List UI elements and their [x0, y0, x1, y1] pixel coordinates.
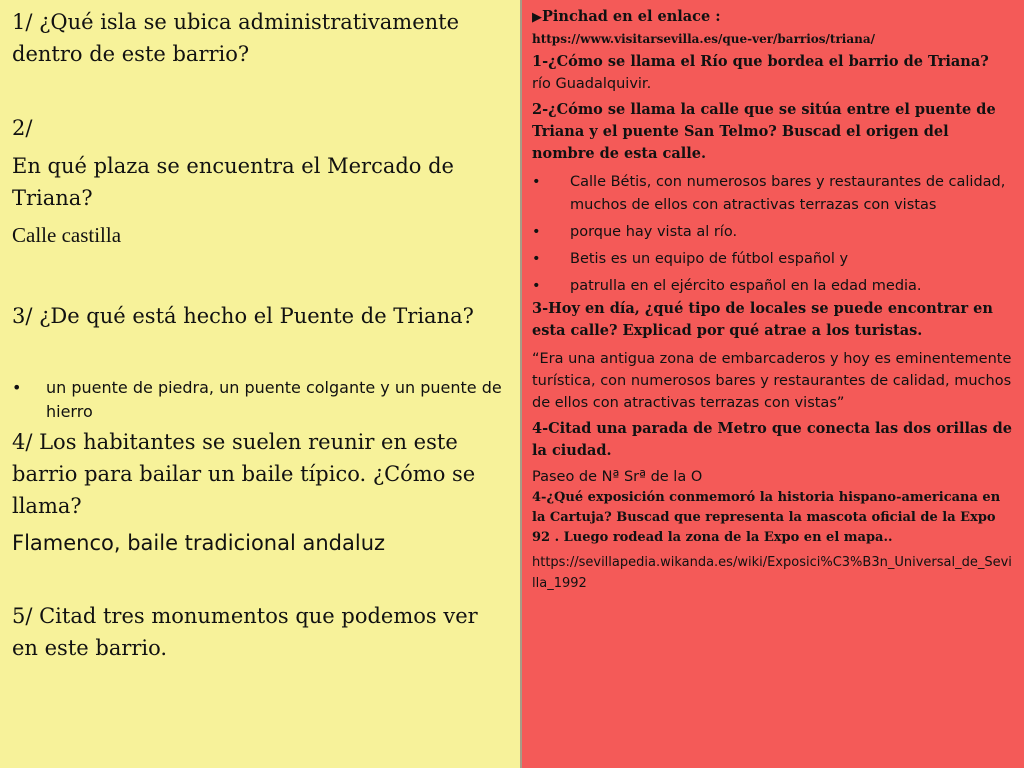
list-item: [532, 275, 1014, 298]
answer-2: Calle castilla: [12, 223, 122, 247]
right-answer-4a: Paseo de Nª Srª de la O: [532, 469, 703, 485]
right-answer-1: río Guadalquivir.: [532, 76, 652, 92]
list-item-text: porque hay vista al río.: [570, 224, 738, 240]
expo-link[interactable]: https://sevillapedia.wikanda.es/wiki/Exposici%C3%B3n_Universal_de_Sevilla_1992: [532, 555, 1012, 591]
question-2: En qué plaza se encuentra el Mercado de Triana?: [12, 154, 454, 210]
question-4: 4/ Los habitantes se suelen reunir en este barrio para bailar un baile típico. ¿Cómo se llama?: [12, 430, 476, 518]
play-arrow-icon: ▶: [532, 10, 542, 25]
right-header: [532, 6, 1014, 29]
answer-3: un puente de piedra, un puente colgante y un puente de hierro: [46, 378, 502, 421]
question-2-number: 2/: [12, 116, 33, 140]
right-question-3: 3-Hoy en día, ¿qué tipo de locales se puede encontrar en esta calle? Explicad por qué atrae a los turistas.: [532, 300, 993, 339]
right-answer-3: “Era una antigua zona de embarcaderos y hoy es eminentemente turística, con numerosos bares y restaurantes de calidad, muchos de ellos con atractivas terrazas con vistas”: [532, 351, 1012, 411]
bullet-icon: •: [532, 278, 541, 294]
bullet-icon: •: [532, 174, 541, 190]
right-question-2: 2-¿Cómo se llama la calle que se sitúa entre el puente de Triana y el puente San Telmo? Buscad el origen del nombre de esta calle.: [532, 101, 996, 162]
right-question-4a: 4-Citad una parada de Metro que conecta las dos orillas de la ciudad.: [532, 420, 1012, 459]
question-1: 1/ ¿Qué isla se ubica administrativamente dentro de este barrio?: [12, 10, 460, 66]
question-5: 5/ Citad tres monumentos que podemos ver en este barrio.: [12, 604, 478, 660]
question-3: 3/ ¿De qué está hecho el Puente de Triana?: [12, 304, 474, 328]
bullet-icon: •: [532, 224, 541, 240]
answer-4: Flamenco, baile tradicional andaluz: [12, 531, 386, 555]
right-question-4b: 4-¿Qué exposición conmemoró la historia hispano-americana en la Cartuja? Buscad que representa la mascota oficial de la Expo 92 . Luego rodead la zona de la Expo en el mapa..: [532, 490, 1001, 545]
answer-3-item: [12, 376, 508, 424]
list-item: [532, 171, 1014, 217]
right-column: [522, 0, 1024, 768]
list-item: [532, 221, 1014, 244]
bullet-icon: •: [12, 378, 22, 397]
list-item-text: patrulla en el ejército español en la edad media.: [570, 278, 922, 294]
triana-link[interactable]: https://www.visitarsevilla.es/que-ver/barrios/triana/: [532, 32, 876, 46]
right-question-1: 1-¿Cómo se llama el Río que bordea el barrio de Triana?: [532, 53, 989, 70]
list-item-text: Calle Bétis, con numerosos bares y restaurantes de calidad, muchos de ellos con atractivas terrazas con vistas: [570, 174, 1006, 213]
list-item-text: Betis es un equipo de fútbol español y: [570, 251, 849, 267]
list-item: [532, 248, 1014, 271]
bullet-icon: •: [532, 251, 541, 267]
right-header-text: Pinchad en el enlace :: [542, 8, 721, 25]
